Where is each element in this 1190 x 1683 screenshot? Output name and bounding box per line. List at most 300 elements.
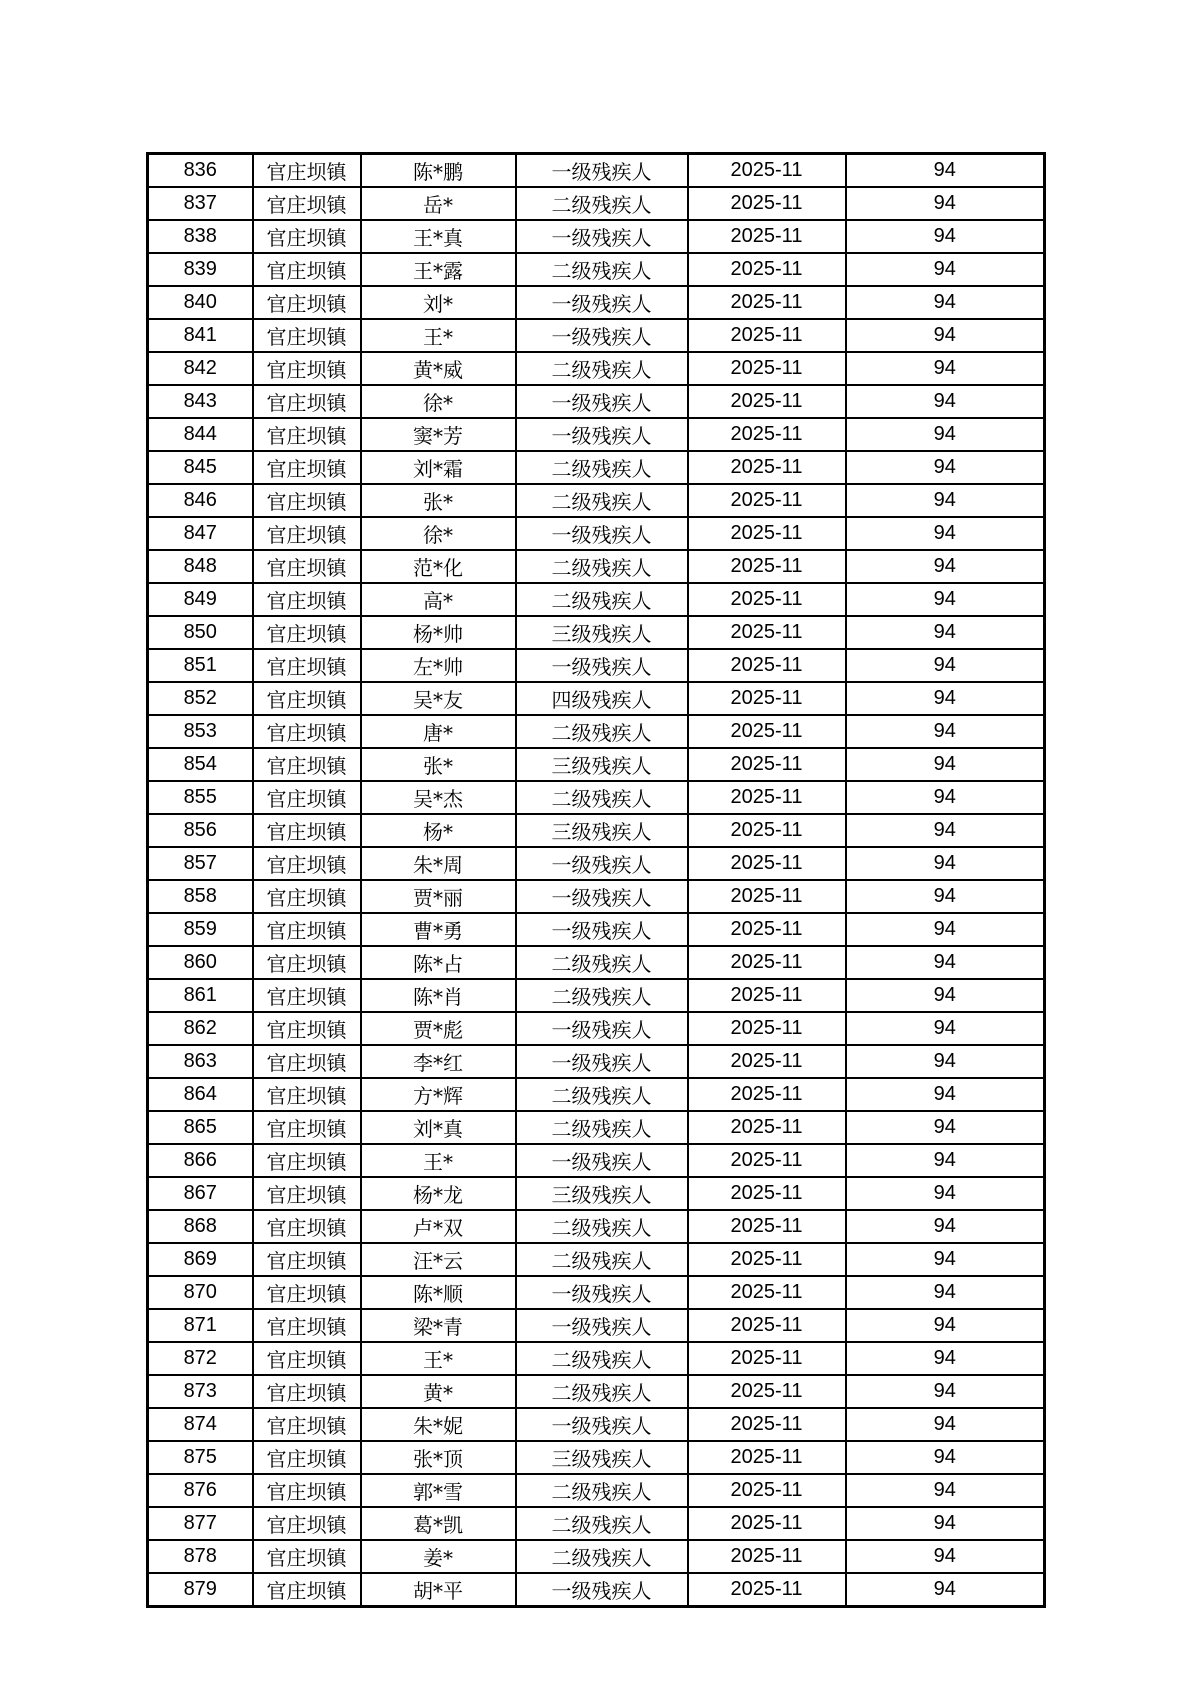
cell-name: 左*帅 (361, 649, 516, 682)
cell-month: 2025-11 (688, 352, 846, 385)
cell-amount: 94 (846, 1012, 1045, 1045)
cell-amount: 94 (846, 1111, 1045, 1144)
cell-id: 858 (148, 880, 253, 913)
cell-town: 官庄坝镇 (253, 1540, 361, 1573)
cell-level: 一级残疾人 (516, 286, 688, 319)
cell-month: 2025-11 (688, 187, 846, 220)
cell-id: 852 (148, 682, 253, 715)
cell-level: 一级残疾人 (516, 1309, 688, 1342)
cell-id: 851 (148, 649, 253, 682)
cell-level: 三级残疾人 (516, 748, 688, 781)
cell-amount: 94 (846, 220, 1045, 253)
cell-level: 二级残疾人 (516, 451, 688, 484)
cell-town: 官庄坝镇 (253, 352, 361, 385)
cell-month: 2025-11 (688, 946, 846, 979)
cell-id: 853 (148, 715, 253, 748)
cell-name: 陈*占 (361, 946, 516, 979)
cell-town: 官庄坝镇 (253, 814, 361, 847)
table-row (148, 1309, 1045, 1342)
cell-level: 二级残疾人 (516, 1342, 688, 1375)
cell-name: 岳* (361, 187, 516, 220)
table-row (148, 286, 1045, 319)
cell-id: 843 (148, 385, 253, 418)
cell-level: 四级残疾人 (516, 682, 688, 715)
cell-level: 三级残疾人 (516, 1177, 688, 1210)
cell-name: 卢*双 (361, 1210, 516, 1243)
cell-level: 一级残疾人 (516, 220, 688, 253)
table-row (148, 1408, 1045, 1441)
cell-month: 2025-11 (688, 1111, 846, 1144)
cell-amount: 94 (846, 1177, 1045, 1210)
cell-id: 871 (148, 1309, 253, 1342)
table-row (148, 1540, 1045, 1573)
cell-amount: 94 (846, 748, 1045, 781)
table-row (148, 979, 1045, 1012)
cell-month: 2025-11 (688, 451, 846, 484)
cell-month: 2025-11 (688, 1144, 846, 1177)
cell-town: 官庄坝镇 (253, 1309, 361, 1342)
cell-level: 二级残疾人 (516, 1210, 688, 1243)
cell-month: 2025-11 (688, 319, 846, 352)
cell-id: 842 (148, 352, 253, 385)
cell-id: 847 (148, 517, 253, 550)
cell-id: 864 (148, 1078, 253, 1111)
cell-name: 黄* (361, 1375, 516, 1408)
table-row (148, 1474, 1045, 1507)
table-row (148, 319, 1045, 352)
cell-level: 三级残疾人 (516, 1441, 688, 1474)
cell-level: 一级残疾人 (516, 385, 688, 418)
cell-id: 838 (148, 220, 253, 253)
cell-month: 2025-11 (688, 550, 846, 583)
cell-month: 2025-11 (688, 385, 846, 418)
cell-month: 2025-11 (688, 781, 846, 814)
cell-id: 836 (148, 154, 253, 188)
cell-month: 2025-11 (688, 847, 846, 880)
cell-amount: 94 (846, 1144, 1045, 1177)
cell-month: 2025-11 (688, 1342, 846, 1375)
table-row (148, 1507, 1045, 1540)
table-row (148, 154, 1045, 188)
cell-amount: 94 (846, 253, 1045, 286)
cell-id: 839 (148, 253, 253, 286)
cell-amount: 94 (846, 1210, 1045, 1243)
cell-month: 2025-11 (688, 1243, 846, 1276)
cell-amount: 94 (846, 979, 1045, 1012)
cell-name: 杨*龙 (361, 1177, 516, 1210)
cell-town: 官庄坝镇 (253, 682, 361, 715)
cell-month: 2025-11 (688, 880, 846, 913)
table-row (148, 1276, 1045, 1309)
cell-name: 王*真 (361, 220, 516, 253)
table-row (148, 418, 1045, 451)
cell-amount: 94 (846, 847, 1045, 880)
cell-town: 官庄坝镇 (253, 748, 361, 781)
table-row (148, 781, 1045, 814)
cell-town: 官庄坝镇 (253, 220, 361, 253)
cell-amount: 94 (846, 1441, 1045, 1474)
cell-level: 一级残疾人 (516, 847, 688, 880)
cell-level: 二级残疾人 (516, 352, 688, 385)
cell-name: 张* (361, 484, 516, 517)
cell-name: 王* (361, 319, 516, 352)
cell-name: 吴*杰 (361, 781, 516, 814)
cell-month: 2025-11 (688, 1045, 846, 1078)
cell-name: 胡*平 (361, 1573, 516, 1607)
cell-month: 2025-11 (688, 682, 846, 715)
cell-town: 官庄坝镇 (253, 1441, 361, 1474)
cell-id: 857 (148, 847, 253, 880)
cell-month: 2025-11 (688, 1375, 846, 1408)
cell-amount: 94 (846, 1342, 1045, 1375)
cell-month: 2025-11 (688, 814, 846, 847)
cell-town: 官庄坝镇 (253, 1408, 361, 1441)
cell-month: 2025-11 (688, 1276, 846, 1309)
cell-town: 官庄坝镇 (253, 781, 361, 814)
cell-amount: 94 (846, 484, 1045, 517)
cell-name: 王* (361, 1342, 516, 1375)
table-row (148, 847, 1045, 880)
table-row (148, 517, 1045, 550)
table-row (148, 352, 1045, 385)
table-row (148, 583, 1045, 616)
cell-level: 二级残疾人 (516, 1540, 688, 1573)
cell-id: 848 (148, 550, 253, 583)
cell-town: 官庄坝镇 (253, 1045, 361, 1078)
cell-amount: 94 (846, 1078, 1045, 1111)
cell-town: 官庄坝镇 (253, 1573, 361, 1607)
table-row (148, 1441, 1045, 1474)
cell-month: 2025-11 (688, 1540, 846, 1573)
cell-name: 朱*妮 (361, 1408, 516, 1441)
cell-town: 官庄坝镇 (253, 1342, 361, 1375)
cell-id: 865 (148, 1111, 253, 1144)
cell-month: 2025-11 (688, 220, 846, 253)
cell-level: 二级残疾人 (516, 1243, 688, 1276)
cell-name: 徐* (361, 385, 516, 418)
cell-town: 官庄坝镇 (253, 1276, 361, 1309)
cell-id: 846 (148, 484, 253, 517)
cell-town: 官庄坝镇 (253, 1210, 361, 1243)
cell-level: 一级残疾人 (516, 418, 688, 451)
cell-id: 855 (148, 781, 253, 814)
cell-level: 二级残疾人 (516, 550, 688, 583)
cell-month: 2025-11 (688, 1507, 846, 1540)
table-row (148, 1012, 1045, 1045)
cell-amount: 94 (846, 319, 1045, 352)
cell-name: 贾*丽 (361, 880, 516, 913)
cell-id: 873 (148, 1375, 253, 1408)
table-row (148, 1045, 1045, 1078)
cell-town: 官庄坝镇 (253, 649, 361, 682)
table-row (148, 616, 1045, 649)
table-row (148, 1210, 1045, 1243)
cell-level: 二级残疾人 (516, 1507, 688, 1540)
cell-amount: 94 (846, 946, 1045, 979)
cell-id: 875 (148, 1441, 253, 1474)
cell-name: 刘*霜 (361, 451, 516, 484)
cell-id: 837 (148, 187, 253, 220)
cell-name: 陈*顺 (361, 1276, 516, 1309)
table-row (148, 880, 1045, 913)
cell-level: 二级残疾人 (516, 583, 688, 616)
cell-name: 李*红 (361, 1045, 516, 1078)
cell-amount: 94 (846, 583, 1045, 616)
cell-level: 一级残疾人 (516, 649, 688, 682)
cell-id: 870 (148, 1276, 253, 1309)
cell-town: 官庄坝镇 (253, 1507, 361, 1540)
cell-amount: 94 (846, 352, 1045, 385)
cell-month: 2025-11 (688, 484, 846, 517)
cell-month: 2025-11 (688, 1309, 846, 1342)
table-row (148, 1078, 1045, 1111)
cell-amount: 94 (846, 418, 1045, 451)
cell-name: 郭*雪 (361, 1474, 516, 1507)
cell-month: 2025-11 (688, 748, 846, 781)
cell-level: 一级残疾人 (516, 1012, 688, 1045)
cell-month: 2025-11 (688, 1408, 846, 1441)
table-row (148, 187, 1045, 220)
table-row (148, 748, 1045, 781)
cell-amount: 94 (846, 1276, 1045, 1309)
cell-month: 2025-11 (688, 715, 846, 748)
cell-town: 官庄坝镇 (253, 1243, 361, 1276)
cell-id: 876 (148, 1474, 253, 1507)
cell-amount: 94 (846, 715, 1045, 748)
cell-level: 一级残疾人 (516, 1144, 688, 1177)
cell-town: 官庄坝镇 (253, 1012, 361, 1045)
cell-name: 贾*彪 (361, 1012, 516, 1045)
cell-month: 2025-11 (688, 1441, 846, 1474)
cell-month: 2025-11 (688, 1210, 846, 1243)
cell-amount: 94 (846, 880, 1045, 913)
table-row (148, 220, 1045, 253)
cell-town: 官庄坝镇 (253, 880, 361, 913)
disability-subsidy-table (146, 152, 1046, 1608)
cell-name: 葛*凯 (361, 1507, 516, 1540)
cell-name: 姜* (361, 1540, 516, 1573)
cell-id: 854 (148, 748, 253, 781)
cell-town: 官庄坝镇 (253, 715, 361, 748)
cell-month: 2025-11 (688, 1177, 846, 1210)
cell-id: 863 (148, 1045, 253, 1078)
table-row (148, 253, 1045, 286)
cell-name: 杨*帅 (361, 616, 516, 649)
cell-town: 官庄坝镇 (253, 616, 361, 649)
table-row (148, 451, 1045, 484)
cell-town: 官庄坝镇 (253, 154, 361, 188)
cell-amount: 94 (846, 1375, 1045, 1408)
cell-amount: 94 (846, 187, 1045, 220)
cell-month: 2025-11 (688, 583, 846, 616)
cell-name: 方*辉 (361, 1078, 516, 1111)
cell-id: 878 (148, 1540, 253, 1573)
cell-town: 官庄坝镇 (253, 550, 361, 583)
cell-level: 二级残疾人 (516, 781, 688, 814)
cell-id: 856 (148, 814, 253, 847)
table-row (148, 814, 1045, 847)
cell-id: 845 (148, 451, 253, 484)
cell-level: 二级残疾人 (516, 946, 688, 979)
cell-amount: 94 (846, 649, 1045, 682)
cell-id: 840 (148, 286, 253, 319)
table-row (148, 550, 1045, 583)
cell-id: 850 (148, 616, 253, 649)
cell-level: 二级残疾人 (516, 187, 688, 220)
table-row (148, 913, 1045, 946)
cell-name: 黄*威 (361, 352, 516, 385)
cell-level: 二级残疾人 (516, 1111, 688, 1144)
cell-month: 2025-11 (688, 1078, 846, 1111)
cell-amount: 94 (846, 385, 1045, 418)
cell-town: 官庄坝镇 (253, 484, 361, 517)
cell-name: 朱*周 (361, 847, 516, 880)
cell-name: 高* (361, 583, 516, 616)
cell-town: 官庄坝镇 (253, 1078, 361, 1111)
cell-town: 官庄坝镇 (253, 319, 361, 352)
cell-town: 官庄坝镇 (253, 1144, 361, 1177)
cell-id: 861 (148, 979, 253, 1012)
cell-town: 官庄坝镇 (253, 913, 361, 946)
cell-name: 张*顶 (361, 1441, 516, 1474)
cell-level: 一级残疾人 (516, 913, 688, 946)
cell-amount: 94 (846, 1045, 1045, 1078)
cell-level: 二级残疾人 (516, 715, 688, 748)
cell-amount: 94 (846, 1408, 1045, 1441)
cell-name: 曹*勇 (361, 913, 516, 946)
cell-month: 2025-11 (688, 1012, 846, 1045)
table-row (148, 682, 1045, 715)
cell-amount: 94 (846, 616, 1045, 649)
cell-town: 官庄坝镇 (253, 286, 361, 319)
cell-amount: 94 (846, 286, 1045, 319)
cell-id: 872 (148, 1342, 253, 1375)
cell-name: 刘* (361, 286, 516, 319)
cell-name: 梁*青 (361, 1309, 516, 1342)
cell-town: 官庄坝镇 (253, 517, 361, 550)
table-row (148, 1111, 1045, 1144)
table-row (148, 1573, 1045, 1607)
cell-name: 范*化 (361, 550, 516, 583)
cell-id: 866 (148, 1144, 253, 1177)
cell-level: 一级残疾人 (516, 1573, 688, 1607)
cell-amount: 94 (846, 451, 1045, 484)
cell-id: 867 (148, 1177, 253, 1210)
cell-town: 官庄坝镇 (253, 253, 361, 286)
cell-name: 吴*友 (361, 682, 516, 715)
cell-town: 官庄坝镇 (253, 1375, 361, 1408)
cell-name: 窦*芳 (361, 418, 516, 451)
cell-name: 张* (361, 748, 516, 781)
cell-level: 二级残疾人 (516, 1474, 688, 1507)
cell-name: 徐* (361, 517, 516, 550)
cell-town: 官庄坝镇 (253, 946, 361, 979)
table-row (148, 484, 1045, 517)
cell-id: 879 (148, 1573, 253, 1607)
cell-month: 2025-11 (688, 1573, 846, 1607)
table-row (148, 1375, 1045, 1408)
cell-month: 2025-11 (688, 979, 846, 1012)
cell-name: 王* (361, 1144, 516, 1177)
table-row (148, 946, 1045, 979)
table-body (148, 154, 1045, 1607)
cell-town: 官庄坝镇 (253, 1474, 361, 1507)
cell-amount: 94 (846, 517, 1045, 550)
cell-id: 877 (148, 1507, 253, 1540)
cell-month: 2025-11 (688, 286, 846, 319)
cell-amount: 94 (846, 781, 1045, 814)
cell-id: 869 (148, 1243, 253, 1276)
cell-level: 一级残疾人 (516, 517, 688, 550)
cell-level: 一级残疾人 (516, 319, 688, 352)
cell-id: 862 (148, 1012, 253, 1045)
cell-town: 官庄坝镇 (253, 979, 361, 1012)
table-row (148, 1243, 1045, 1276)
cell-amount: 94 (846, 154, 1045, 188)
cell-amount: 94 (846, 550, 1045, 583)
cell-name: 刘*真 (361, 1111, 516, 1144)
cell-amount: 94 (846, 1474, 1045, 1507)
table-row (148, 1342, 1045, 1375)
cell-name: 杨* (361, 814, 516, 847)
cell-id: 868 (148, 1210, 253, 1243)
cell-amount: 94 (846, 1309, 1045, 1342)
cell-name: 陈*肖 (361, 979, 516, 1012)
cell-amount: 94 (846, 1243, 1045, 1276)
cell-level: 一级残疾人 (516, 880, 688, 913)
cell-level: 二级残疾人 (516, 253, 688, 286)
cell-month: 2025-11 (688, 253, 846, 286)
cell-id: 844 (148, 418, 253, 451)
table-row (148, 1144, 1045, 1177)
cell-town: 官庄坝镇 (253, 385, 361, 418)
table-row (148, 385, 1045, 418)
cell-id: 859 (148, 913, 253, 946)
cell-id: 841 (148, 319, 253, 352)
cell-town: 官庄坝镇 (253, 1111, 361, 1144)
cell-id: 860 (148, 946, 253, 979)
cell-name: 陈*鹏 (361, 154, 516, 188)
table-row (148, 715, 1045, 748)
cell-amount: 94 (846, 814, 1045, 847)
table-row (148, 649, 1045, 682)
cell-name: 汪*云 (361, 1243, 516, 1276)
cell-month: 2025-11 (688, 154, 846, 188)
cell-month: 2025-11 (688, 913, 846, 946)
cell-town: 官庄坝镇 (253, 1177, 361, 1210)
cell-level: 二级残疾人 (516, 1078, 688, 1111)
cell-town: 官庄坝镇 (253, 847, 361, 880)
cell-month: 2025-11 (688, 418, 846, 451)
cell-level: 二级残疾人 (516, 1375, 688, 1408)
table-row (148, 1177, 1045, 1210)
cell-id: 849 (148, 583, 253, 616)
cell-name: 唐* (361, 715, 516, 748)
cell-town: 官庄坝镇 (253, 418, 361, 451)
cell-amount: 94 (846, 1573, 1045, 1607)
cell-level: 一级残疾人 (516, 1408, 688, 1441)
cell-amount: 94 (846, 682, 1045, 715)
cell-month: 2025-11 (688, 649, 846, 682)
cell-month: 2025-11 (688, 1474, 846, 1507)
cell-town: 官庄坝镇 (253, 451, 361, 484)
cell-amount: 94 (846, 913, 1045, 946)
cell-amount: 94 (846, 1507, 1045, 1540)
cell-town: 官庄坝镇 (253, 583, 361, 616)
cell-month: 2025-11 (688, 517, 846, 550)
cell-town: 官庄坝镇 (253, 187, 361, 220)
cell-level: 一级残疾人 (516, 1276, 688, 1309)
